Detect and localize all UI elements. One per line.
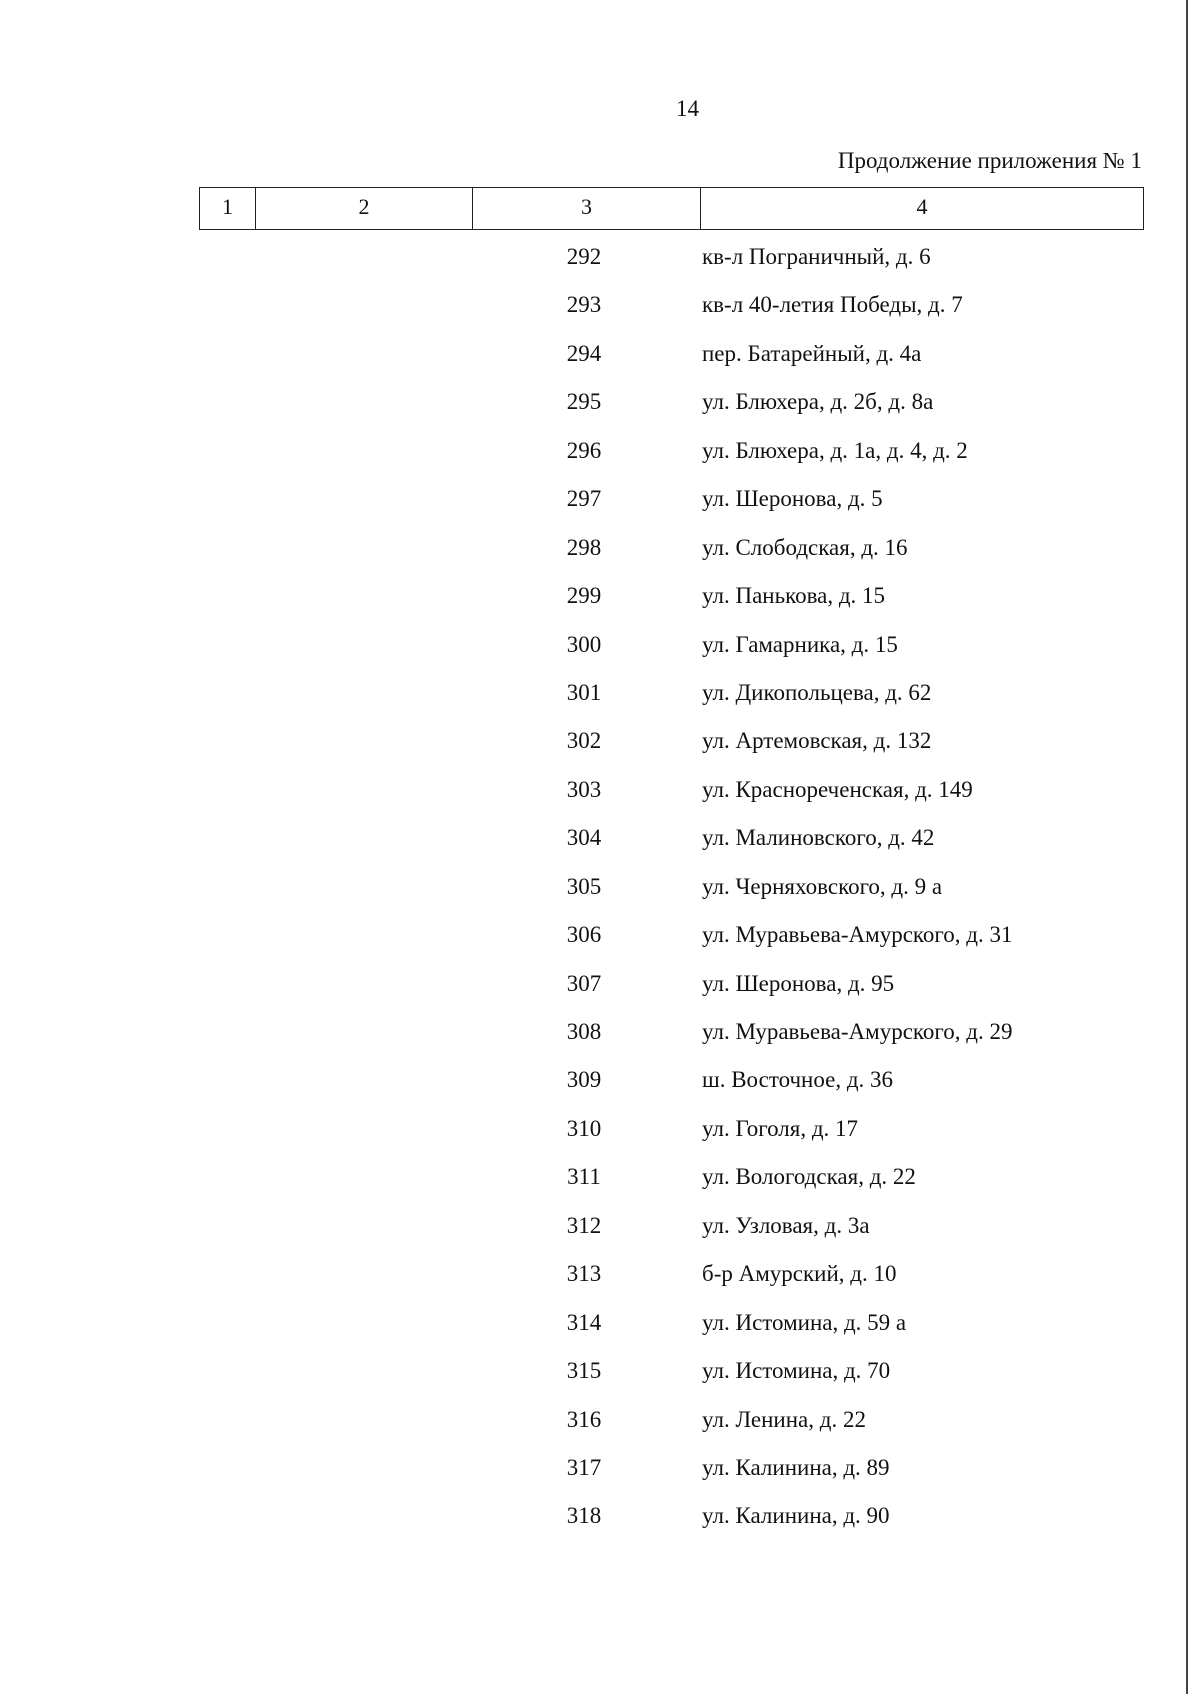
row-number: 313 — [566, 1261, 602, 1287]
row-number: 307 — [566, 970, 602, 996]
row-address: ул. Шеронова, д. 95 — [702, 970, 895, 996]
row-address: ул. Краснореченская, д. 149 — [702, 776, 973, 802]
row-number: 300 — [566, 631, 602, 657]
row-number: 304 — [566, 825, 602, 851]
table-row — [0, 480, 1200, 528]
row-number: 317 — [566, 1454, 602, 1480]
header-col-3: 3 — [473, 188, 701, 229]
table-row — [0, 1110, 1200, 1158]
table-row — [0, 1158, 1200, 1206]
table-row — [0, 916, 1200, 964]
table-row — [0, 626, 1200, 674]
table-row — [0, 238, 1200, 286]
row-address: ул. Ленина, д. 22 — [702, 1406, 866, 1432]
header-col-4: 4 — [916, 193, 928, 219]
row-number: 310 — [566, 1115, 602, 1141]
row-address: ул. Муравьева-Амурского, д. 31 — [702, 922, 1013, 948]
row-number: 299 — [566, 583, 602, 609]
row-address: ш. Восточное, д. 36 — [702, 1067, 894, 1093]
row-address: ул. Дикопольцева, д. 62 — [702, 679, 932, 705]
table-row — [0, 335, 1200, 383]
row-number: 306 — [566, 922, 602, 948]
row-address: ул. Гоголя, д. 17 — [702, 1115, 859, 1141]
header-col-1: 1 — [200, 188, 256, 229]
row-address: ул. Узловая, д. 3а — [702, 1212, 870, 1238]
row-number: 315 — [566, 1358, 602, 1384]
row-number: 312 — [566, 1212, 602, 1238]
table-row — [0, 1207, 1200, 1255]
table-row — [0, 722, 1200, 770]
table-row — [0, 965, 1200, 1013]
row-address: ул. Артемовская, д. 132 — [702, 728, 932, 754]
row-address: ул. Панькова, д. 15 — [702, 583, 886, 609]
table-row — [0, 1013, 1200, 1061]
table-row — [0, 1061, 1200, 1109]
row-number: 316 — [566, 1406, 602, 1432]
row-number: 309 — [566, 1067, 602, 1093]
table-row — [0, 1497, 1200, 1545]
row-number: 305 — [566, 873, 602, 899]
table-row — [0, 1401, 1200, 1449]
table-row — [0, 1352, 1200, 1400]
row-number: 303 — [566, 776, 602, 802]
row-address: ул. Истомина, д. 59 а — [702, 1309, 907, 1335]
table-row — [0, 868, 1200, 916]
table-row — [0, 1449, 1200, 1497]
table-row — [0, 674, 1200, 722]
table-row — [0, 1255, 1200, 1303]
table-row — [0, 383, 1200, 431]
table-row — [0, 819, 1200, 867]
row-number: 296 — [566, 437, 602, 463]
row-address: ул. Малиновского, д. 42 — [702, 825, 935, 851]
row-address: ул. Черняховского, д. 9 а — [702, 873, 943, 899]
row-address: ул. Калинина, д. 89 — [702, 1454, 890, 1480]
row-number: 294 — [566, 340, 602, 366]
row-number: 292 — [566, 244, 602, 269]
continuation-label: Продолжение приложения № 1 — [837, 148, 1142, 173]
table-row — [0, 1304, 1200, 1352]
table-body — [0, 238, 1200, 1546]
row-number: 314 — [566, 1309, 602, 1335]
table-row — [0, 577, 1200, 625]
row-number: 293 — [566, 292, 602, 318]
table-row — [0, 529, 1200, 577]
row-number: 301 — [566, 679, 602, 705]
row-number: 298 — [566, 534, 602, 560]
row-address: кв-л 40-летия Победы, д. 7 — [702, 292, 963, 318]
row-number: 318 — [566, 1503, 602, 1529]
header-col-2: 2 — [256, 188, 473, 229]
page-number: 14 — [676, 96, 699, 121]
row-number: 308 — [566, 1019, 602, 1044]
row-address: пер. Батарейный, д. 4а — [702, 340, 922, 366]
row-number: 297 — [566, 486, 602, 512]
row-address: ул. Блюхера, д. 1а, д. 4, д. 2 — [702, 437, 968, 463]
row-address: б-р Амурский, д. 10 — [702, 1261, 897, 1287]
row-address: ул. Слободская, д. 16 — [702, 534, 908, 560]
table-row — [0, 286, 1200, 334]
row-address: ул. Вологодская, д. 22 — [702, 1164, 916, 1190]
row-address: ул. Шеронова, д. 5 — [702, 486, 883, 512]
row-address: ул. Гамарника, д. 15 — [702, 631, 898, 657]
row-number: 311 — [567, 1164, 601, 1190]
row-address: ул. Калинина, д. 90 — [702, 1503, 890, 1529]
table-header — [199, 187, 1144, 230]
row-number: 295 — [566, 389, 602, 415]
row-address: ул. Муравьева-Амурского, д. 29 — [702, 1019, 1013, 1044]
table-row — [0, 771, 1200, 819]
row-number: 302 — [566, 728, 602, 754]
row-address: ул. Истомина, д. 70 — [702, 1358, 891, 1384]
table-row — [0, 432, 1200, 480]
row-address: кв-л Пограничный, д. 6 — [702, 244, 931, 269]
row-address: ул. Блюхера, д. 2б, д. 8а — [702, 389, 934, 415]
